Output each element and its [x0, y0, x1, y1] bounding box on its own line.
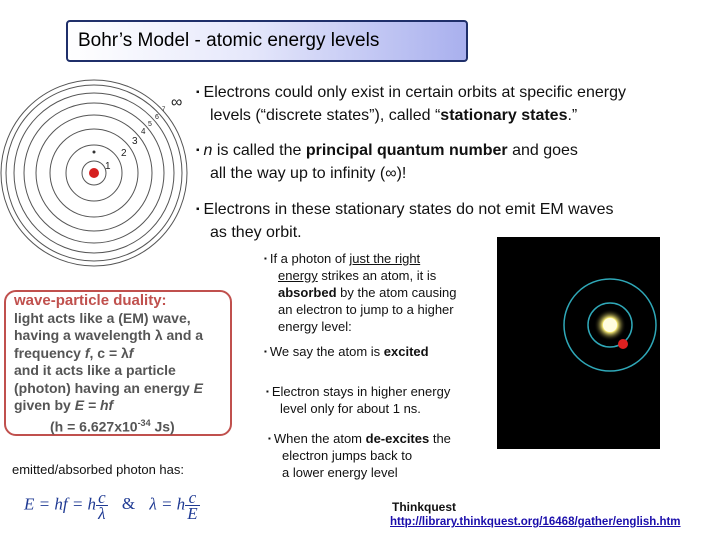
- excited-electron: [618, 339, 628, 349]
- level-label-5: 5: [148, 121, 152, 128]
- bullet-discrete-states: ▪ Electrons could only exist in certain orbits at specific energy levels (“discrete states”), called “stationary states.”: [196, 84, 626, 124]
- bullet-principal-quantum-number: ▪ n is called the principal quantum number and goes all the way up to infinity (∞)!: [196, 142, 578, 182]
- wave-particle-title: wave-particle duality:: [14, 292, 167, 309]
- photon-equations: E = hf = h $\frac{c}{\lambda}$ & λ = h $\frac{c}{E}$: [24, 488, 198, 523]
- nucleus-core: [603, 318, 617, 332]
- credit-name: Thinkquest: [392, 500, 457, 514]
- bullet-de-excites: ▪ When the atom de-excites the electron jumps back to a lower energy level: [268, 431, 451, 480]
- level-label-6: 6: [155, 114, 159, 121]
- bullet-excited: ▪ We say the atom is excited: [264, 344, 429, 359]
- level-label-2: 2: [121, 148, 127, 159]
- level-label-inf: ∞: [171, 94, 183, 111]
- bullet-no-em-waves: ▪ Electrons in these stationary states do not emit EM waves as they orbit.: [196, 201, 614, 241]
- bullet-stays-higher-level: ▪ Electron stays in higher energy level only for about 1 ns.: [266, 384, 451, 416]
- slide-title: Bohr’s Model - atomic energy levels: [66, 20, 468, 62]
- credit-link[interactable]: http://library.thinkquest.org/16468/gather/english.htm: [390, 516, 681, 528]
- bullet-photon-absorbed: ▪ If a photon of just the right energy strikes an atom, it is absorbed by the atom causing an electron to jump to a higher energy level:: [264, 251, 457, 334]
- level-label-1: 1: [105, 161, 111, 172]
- level-label-4: 4: [141, 127, 146, 136]
- wave-particle-text: wave-particle duality: light acts like a (EM) wave, having a wavelength λ and a frequency f, c = λf and it acts like a particle (photon) having an energy E given by E = hf ($h = 6.627x10^{-34}$ Js): [14, 292, 228, 436]
- level-label-3: 3: [132, 136, 138, 147]
- atom-excitation-image: [497, 237, 660, 449]
- nucleus: [89, 168, 99, 178]
- level-label-7: 7: [162, 107, 166, 113]
- bohr-orbit-diagram: [0, 62, 200, 282]
- emitted-absorbed-label: emitted/absorbed photon has:: [12, 462, 185, 477]
- electron: [93, 151, 96, 154]
